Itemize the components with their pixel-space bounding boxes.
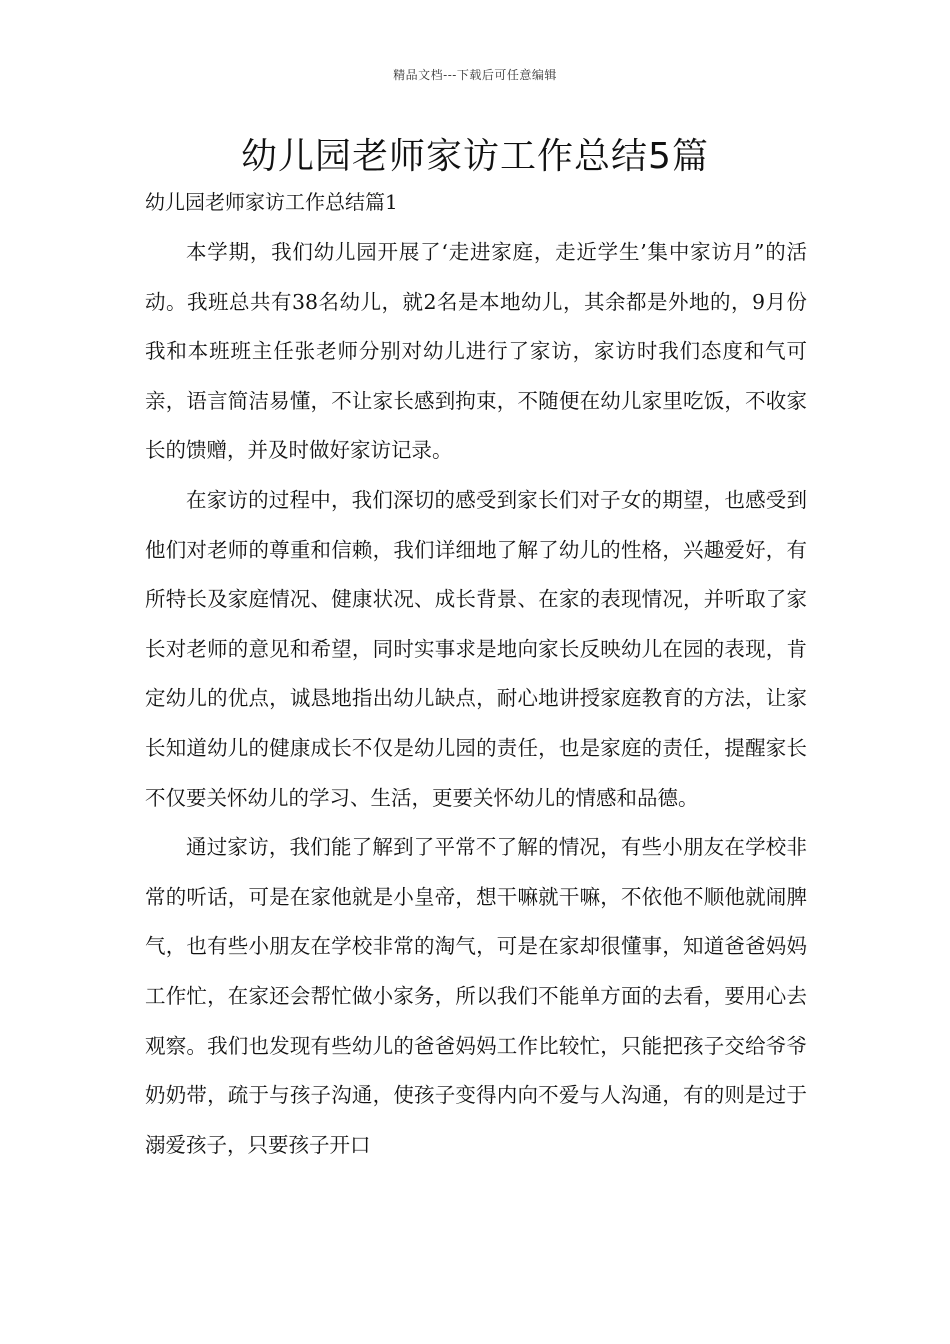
body-text: [145, 228, 807, 1170]
paragraph: 本学期，我们幼儿园开展了‘走进家庭，走近学生’集中家访月”的活动。我班总共有38名幼儿，就2名是本地幼儿，其余都是外地的，9月份我和本班班主任张老师分别对幼儿进行了家访，家访时我们态度和气可亲，语言简洁易懂，不让家长感到拘束，不随便在幼儿家里吃饭，不收家长的馈赠，并及时做好家访记录。: [145, 240, 807, 463]
header-note: 精品文档---下载后可任意编辑: [393, 68, 557, 82]
paragraph: 通过家访，我们能了解到了平常不了解的情况，有些小朋友在学校非常的听话，可是在家他就是小皇帝，想干嘛就干嘛，不依他不顺他就闹脾气，也有些小朋友在学校非常的淘气，可是在家却很懂事，知道爸爸妈妈工作忙，在家还会帮忙做小家务，所以我们不能单方面的去看，要用心去观察。我们也发现有些幼儿的爸爸妈妈工作比较忙，只能把孩子交给爷爷奶奶带，疏于与孩子沟通，使孩子变得内向不爱与人沟通，有的则是过于溺爱孩子，只要孩子开口: [145, 835, 807, 1157]
paragraph: 在家访的过程中，我们深切的感受到家长们对子女的期望，也感受到他们对老师的尊重和信赖，我们详细地了解了幼儿的性格，兴趣爱好，有所特长及家庭情况、健康状况、成长背景、在家的表现情况，并听取了家长对老师的意见和希望，同时实事求是地向家长反映幼儿在园的表现，肯定幼儿的优点，诚恳地指出幼儿缺点，耐心地讲授家庭教育的方法，让家长知道幼儿的健康成长不仅是幼儿园的责任，也是家庭的责任，提醒家长不仅要关怀幼儿的学习、生活，更要关怀幼儿的情感和品德。: [145, 487, 807, 810]
document-title: 幼儿园老师家访工作总结5篇: [241, 136, 709, 177]
section-heading: 幼儿园老师家访工作总结篇1: [145, 190, 398, 214]
